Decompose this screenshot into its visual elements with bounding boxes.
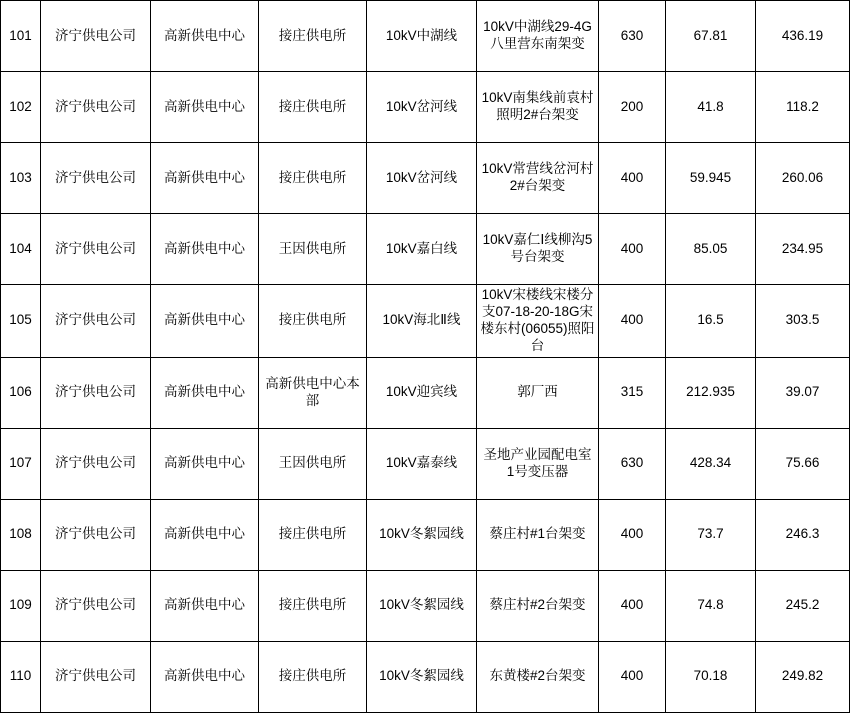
- cell-value2: 303.5: [756, 285, 850, 358]
- cell-center: 高新供电中心: [151, 641, 259, 712]
- cell-device: 10kV中湖线29-4G八里营东南架变: [477, 1, 599, 72]
- cell-value2: 436.19: [756, 1, 850, 72]
- cell-office: 高新供电中心本部: [259, 357, 367, 428]
- cell-value2: 246.3: [756, 499, 850, 570]
- cell-capacity: 315: [599, 357, 666, 428]
- cell-center: 高新供电中心: [151, 72, 259, 143]
- cell-company: 济宁供电公司: [41, 570, 151, 641]
- cell-center: 高新供电中心: [151, 1, 259, 72]
- cell-center: 高新供电中心: [151, 214, 259, 285]
- cell-index: 108: [1, 499, 41, 570]
- cell-company: 济宁供电公司: [41, 143, 151, 214]
- cell-line: 10kV嘉白线: [367, 214, 477, 285]
- cell-capacity: 400: [599, 499, 666, 570]
- cell-line: 10kV岔河线: [367, 143, 477, 214]
- cell-index: 103: [1, 143, 41, 214]
- cell-index: 109: [1, 570, 41, 641]
- cell-value1: 212.935: [666, 357, 756, 428]
- cell-line: 10kV冬絮园线: [367, 641, 477, 712]
- table-row: [1, 1, 850, 72]
- table-row: [1, 357, 850, 428]
- cell-capacity: 630: [599, 1, 666, 72]
- cell-capacity: 400: [599, 641, 666, 712]
- cell-value2: 118.2: [756, 72, 850, 143]
- cell-office: 接庄供电所: [259, 1, 367, 72]
- cell-value1: 16.5: [666, 285, 756, 358]
- cell-center: 高新供电中心: [151, 499, 259, 570]
- cell-value1: 428.34: [666, 428, 756, 499]
- table-row: [1, 143, 850, 214]
- cell-device: 蔡庄村#2台架变: [477, 570, 599, 641]
- cell-index: 110: [1, 641, 41, 712]
- cell-device: 10kV嘉仁Ⅰ线柳沟5号台架变: [477, 214, 599, 285]
- cell-value2: 249.82: [756, 641, 850, 712]
- cell-line: 10kV中湖线: [367, 1, 477, 72]
- cell-capacity: 200: [599, 72, 666, 143]
- cell-value1: 73.7: [666, 499, 756, 570]
- cell-office: 接庄供电所: [259, 72, 367, 143]
- cell-device: [477, 285, 599, 358]
- cell-value1: 70.18: [666, 641, 756, 712]
- cell-index: 104: [1, 214, 41, 285]
- cell-value1: 59.945: [666, 143, 756, 214]
- cell-index: 102: [1, 72, 41, 143]
- cell-company: 济宁供电公司: [41, 499, 151, 570]
- cell-value2: 75.66: [756, 428, 850, 499]
- cell-center: 高新供电中心: [151, 357, 259, 428]
- cell-company: 济宁供电公司: [41, 1, 151, 72]
- cell-company: 济宁供电公司: [41, 428, 151, 499]
- cell-line: 10kV嘉泰线: [367, 428, 477, 499]
- cell-device: 东黄楼#2台架变: [477, 641, 599, 712]
- cell-line: 10kV冬絮园线: [367, 570, 477, 641]
- cell-capacity: 400: [599, 570, 666, 641]
- cell-value1: 67.81: [666, 1, 756, 72]
- cell-center: 高新供电中心: [151, 285, 259, 358]
- cell-office: 接庄供电所: [259, 570, 367, 641]
- cell-device: 蔡庄村#1台架变: [477, 499, 599, 570]
- cell-value1: 74.8: [666, 570, 756, 641]
- cell-device-text: 10kV宋楼线宋楼分支07-18-20-18G宋楼东村(06055)照阳台: [480, 287, 595, 353]
- table-row: [1, 428, 850, 499]
- cell-company: 济宁供电公司: [41, 285, 151, 358]
- cell-value2: 234.95: [756, 214, 850, 285]
- cell-line: 10kV冬絮园线: [367, 499, 477, 570]
- cell-office: 王因供电所: [259, 214, 367, 285]
- cell-index: 105: [1, 285, 41, 358]
- cell-company: 济宁供电公司: [41, 72, 151, 143]
- cell-company: 济宁供电公司: [41, 357, 151, 428]
- cell-office: 接庄供电所: [259, 285, 367, 358]
- cell-office: 接庄供电所: [259, 641, 367, 712]
- cell-value2: 260.06: [756, 143, 850, 214]
- cell-center: 高新供电中心: [151, 143, 259, 214]
- cell-index: 101: [1, 1, 41, 72]
- cell-value2: 245.2: [756, 570, 850, 641]
- cell-device: 郭厂西: [477, 357, 599, 428]
- cell-line: 10kV迎宾线: [367, 357, 477, 428]
- table-row: [1, 499, 850, 570]
- cell-capacity: 400: [599, 285, 666, 358]
- cell-center: 高新供电中心: [151, 570, 259, 641]
- cell-company: 济宁供电公司: [41, 641, 151, 712]
- table-row: [1, 641, 850, 712]
- cell-capacity: 400: [599, 143, 666, 214]
- cell-device: 10kV常营线岔河村2#台架变: [477, 143, 599, 214]
- cell-capacity: 400: [599, 214, 666, 285]
- cell-index: 106: [1, 357, 41, 428]
- cell-office: 王因供电所: [259, 428, 367, 499]
- cell-office: 接庄供电所: [259, 499, 367, 570]
- cell-value1: 85.05: [666, 214, 756, 285]
- cell-capacity: 630: [599, 428, 666, 499]
- cell-center: 高新供电中心: [151, 428, 259, 499]
- table-row: [1, 285, 850, 358]
- table-row: [1, 214, 850, 285]
- cell-office: 接庄供电所: [259, 143, 367, 214]
- cell-line: 10kV岔河线: [367, 72, 477, 143]
- cell-company: 济宁供电公司: [41, 214, 151, 285]
- cell-device: 10kV南集线前袁村照明2#台架变: [477, 72, 599, 143]
- table-row: [1, 570, 850, 641]
- cell-index: 107: [1, 428, 41, 499]
- cell-value1: 41.8: [666, 72, 756, 143]
- cell-line: 10kV海北Ⅱ线: [367, 285, 477, 358]
- table-row: [1, 72, 850, 143]
- cell-value2: 39.07: [756, 357, 850, 428]
- cell-device: 圣地产业园配电室1号变压器: [477, 428, 599, 499]
